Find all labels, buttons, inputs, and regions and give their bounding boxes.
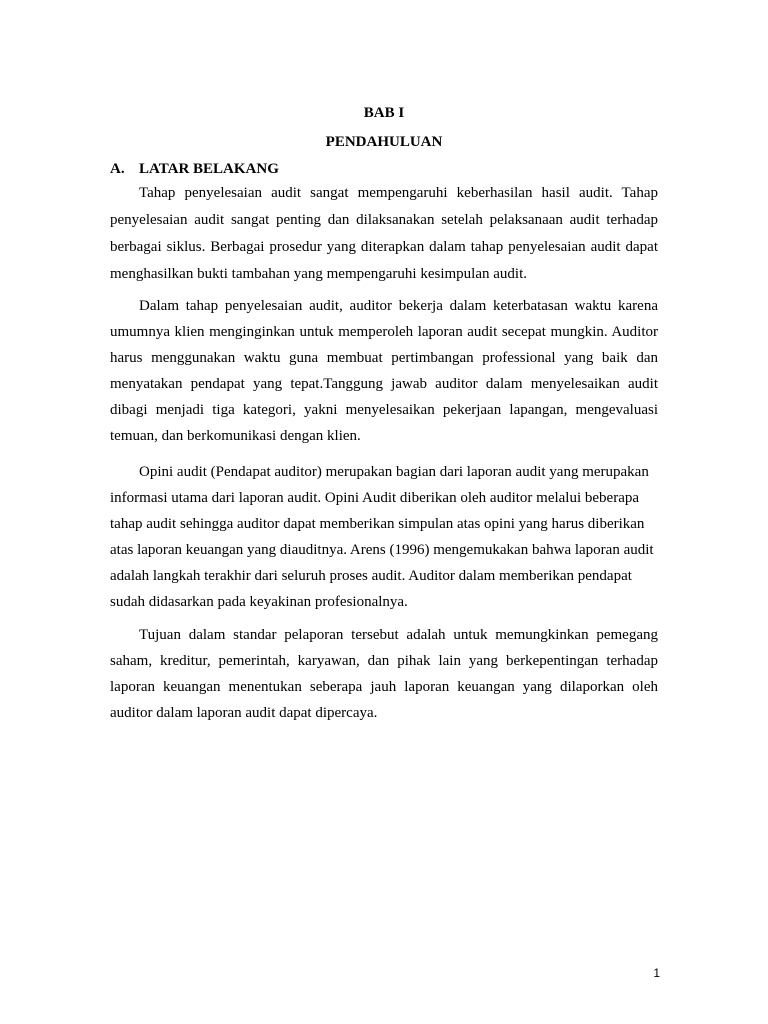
paragraph-2: Dalam tahap penyelesaian audit, auditor bekerja dalam keterbatasan waktu karena umumnya klien menginginkan untuk memperoleh laporan audit secepat mungkin. Auditor harus menggunakan waktu guna membuat pertimbangan professional yang baik dan menyatakan pendapat yang tepat.Tanggung jawab auditor dalam menyelesaikan audit dibagi menjadi tiga kategori, yakni menyelesaikan pekerjaan lapangan, mengevaluasi temuan, dan berkomunikasi dengan klien.	[110, 298, 658, 444]
section-letter: A.	[110, 161, 125, 177]
paragraph-3: Opini audit (Pendapat auditor) merupakan bagian dari laporan audit yang merupakan informasi utama dari laporan audit. Opini Audit diberikan oleh auditor melalui beberapa tahap audit sehingga auditor dapat memberikan simpulan atas opini yang harus diberikan atas laporan keuangan yang diauditnya. Arens (1996) mengemukakan bahwa laporan audit adalah langkah terakhir dari seluruh proses audit. Auditor dalam memberikan pendapat sudah didasarkan pada keyakinan profesionalnya.	[110, 464, 654, 610]
page-number: 1	[653, 966, 660, 980]
section-title: LATAR BELAKANG	[139, 161, 279, 177]
paragraph-1: Tahap penyelesaian audit sangat mempengaruhi keberhasilan hasil audit. Tahap penyelesaian audit sangat penting dan dilaksanakan setelah pelaksanaan audit terhadap berbagai siklus. Berbagai prosedur yang diterapkan dalam tahap penyelesaian audit dapat menghasilkan bukti tambahan yang mempengaruhi kesimpulan audit.	[110, 185, 658, 282]
chapter-title: PENDAHULUAN	[325, 134, 443, 150]
section-heading	[110, 160, 279, 178]
paragraph-4: Tujuan dalam standar pelaporan tersebut adalah untuk memungkinkan pemegang saham, kreditur, pemerintah, karyawan, dan pihak lain yang berkepentingan terhadap laporan keuangan menentukan seberapa jauh laporan keuangan yang dilaporkan oleh auditor dalam laporan audit dapat dipercaya.	[110, 627, 658, 721]
chapter-number: BAB I	[363, 105, 405, 121]
